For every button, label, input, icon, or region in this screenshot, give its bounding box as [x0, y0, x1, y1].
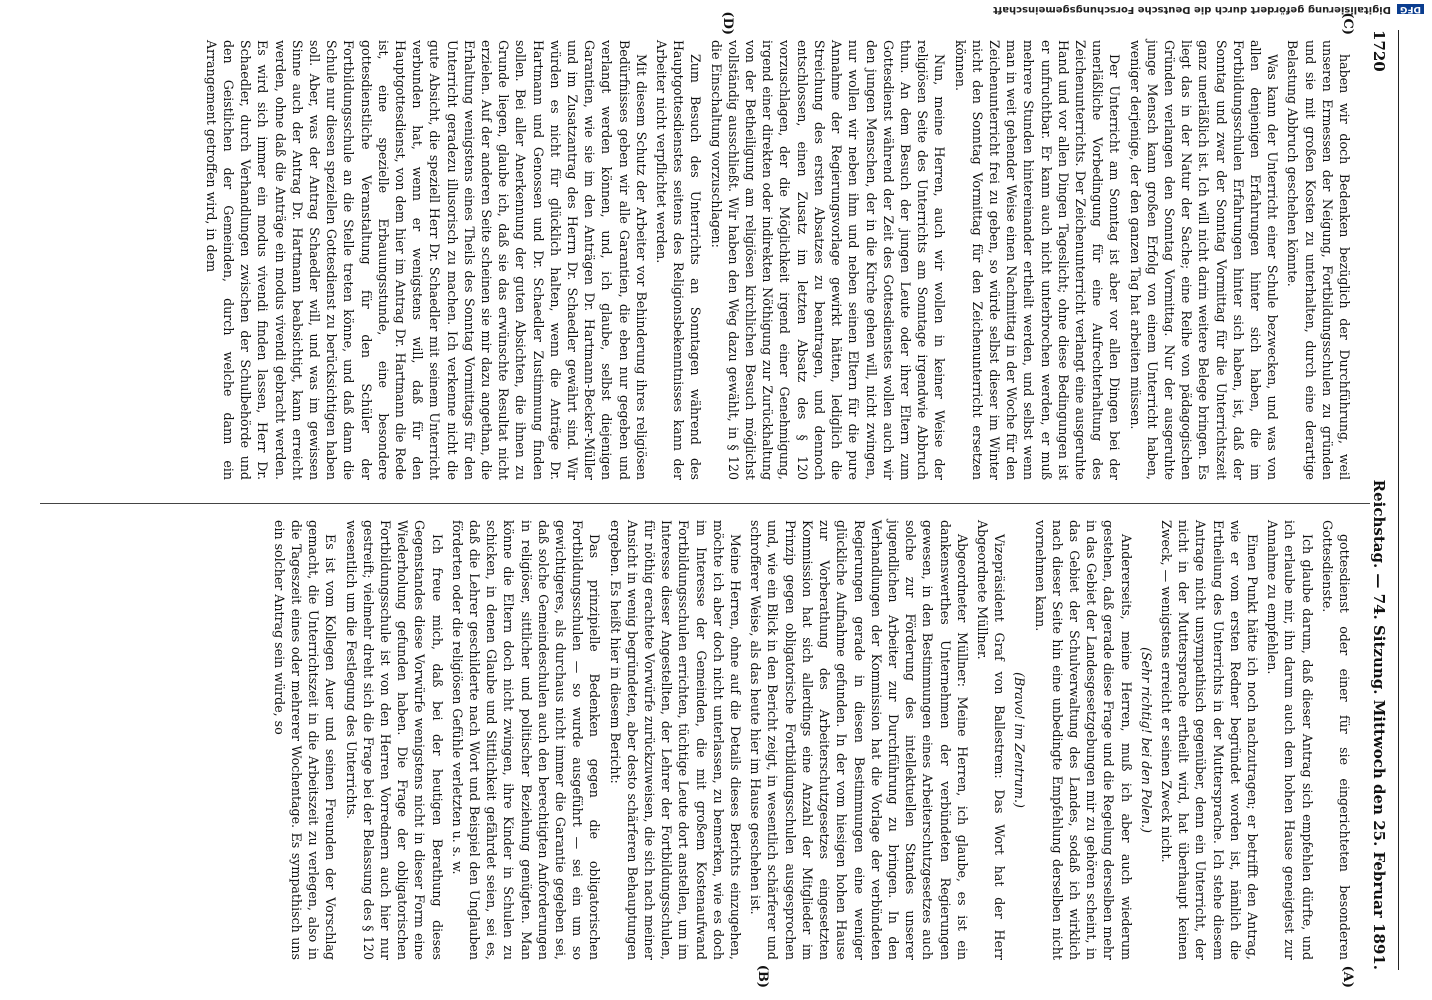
margin-mark-b: (B): [755, 964, 770, 988]
right-paragraph: Was kann der Unterricht einer Schule bezwecken, und was von allen denjenigen Erfahrungen hinter sich haben, die im Fortbildungsschulen Erfahrungen hinter sich haben, ist, daß der Sonntag und zwar der Sonntag Vormittag für die Unterrichtszeit ganz unerläßlich ist. Ich will nicht darin weitere Belege bringen. Es liegt das in der Natur der Sache; eine Reihe von pädagogischen Gründen verlangen den Sonntag Vormittag. Nur der ausgeruhte junge Mensch kann großen Erfolg von einem Unterricht haben, weniger derjenige, der den ganzen Tag hat arbeiten müssen.: [1127, 40, 1281, 480]
right-column: [118, 40, 1353, 480]
right-paragraph: Nun, meine Herren, auch wir wollen in keiner Weise der religiösen Seite des Unterrichts am Sonntage irgendwie Abbruch thun. An dem Besuch der jungen Leute oder ihrer Eltern zum Gottesdienst während der Zeit des Gottesdienstes wollen auch wir den jungen Menschen, der in die Kirche gehen will, nicht zwingen, nur wollen wir neben ihm und neben seinen Eltern für die pure Annahme der Regierungsvorlage gewirkt hätten, lediglich die Streichung des ersten Absatzes zu beantragen, und dennoch entschlossen, einen Zusatz im letzten Absatz des § 120 vorzuschlagen, der die Möglichkeit irgend einer Genehmigung, irgend einer direkten oder indirekten Nöthigung zur Zurückhaltung von der Betheiligung am religiösen kirchlichen Besuch möglichst vollständig ausschließt. Wir haben den Weg dazu gewählt, in § 120 die Einschaltung vorzuschlagen:: [708, 40, 948, 480]
margin-mark-d: (D): [720, 11, 735, 35]
left-column: [118, 520, 1353, 960]
column-divider: [40, 503, 1370, 504]
digitization-credit: Digitalisierung gefördert durch die Deutsche Forschungsgemeinschaft: [993, 4, 1391, 15]
left-paragraph: Es ist vom Kollegen Auer und seinen Freunden der Vorschlag gemacht, die Unterrichtszeit in die Arbeitszeit zu verlegen, also in die Tageszeit eines oder mehrerer Wochentage. Es sympathisch uns ein solcher Antrag sein würde, so: [271, 520, 339, 960]
left-stage-direction: (Bravo! im Zentrum.): [1012, 672, 1028, 808]
right-paragraph: haben wir doch Bedenken bezüglich der Durchführung, weil unseren Ermessen der Neigung, Fortbildungsschulen zu gründen und sie mit großen Kosten zu unterhalten, durch eine derartige Belastung Abbruch geschehen könnte.: [1285, 40, 1352, 480]
left-paragraph: Abgeordneter Müllner: Meine Herren, ich glaube, es ist ein dankenswerthes Unternehmen der verbündeten Regierungen gewesen, in den Bestimmungen eines Arbeiterschutzgesetzes auch solche zur Förderung des intellektuellen Standes unserer jugendlichen Arbeiter zur Durchführung zu bringen. In den Verhandlungen der Kommission hat die Vorlage der verbündeten Regierungen gerade in diesen Bestimmungen eine weniger glückliche Aufnahme gefunden. In der vom hiesigen hohen Hause zur Vorberathung des Arbeiterschutzgesetzes eingesetzten Kommission hat sich allerdings eine Anzahl der Mitglieder im Prinzip gegen obligatorische Fortbildungsschulen ausgesprochen und, wie ein Blick in den Bericht zeigt, in wesentlich schärferer und schrofferer Weise, als das heute hier im Hause geschehen ist.: [748, 520, 970, 960]
left-paragraph: gottesdienst oder einer für sie eingerichteten besonderen Gottesdienste.: [1319, 520, 1352, 960]
margin-mark-c: (C): [1340, 12, 1355, 35]
page-number: 1720: [1370, 30, 1388, 72]
left-paragraph: Meine Herren, ohne auf die Details dieses Berichts einzugehen, möchte ich aber doch nicht unterlassen, zu bemerken, wie es doch im Interesse der Gemeinden, die mit großem Kostenaufwand Fortbildungsschulen errichten, tüchtige Leute dort anstellen, um im Interesse dieser Angestellten, der Lehrer der Fortbildungsschulen, für nöthig erachtete Vorwürfe zurückzuweisen, die sich nach meiner Ansicht in wenig begründeten, aber desto schärferen Behauptungen ergeben. Es heißt hier in diesem Bericht:: [607, 520, 744, 960]
left-paragraph: Einen Punkt hätte ich noch nachzutragen; er betrifft den Antrag, wie er vom ersten Redner begründet worden ist, nämlich die Ertheilung des Unterrichts in der Muttersprache. Ich stehe diesem Antrage nicht unsympathisch gegenüber, denn ein Unterricht, der nicht in der Muttersprache ertheilt wird, hat überhaupt keinen Zweck, — wenigstens erreicht er seinen Zweck nicht.: [1158, 520, 1260, 960]
page-header: [1365, 30, 1393, 970]
left-paragraph: Das prinzipielle Bedenken gegen die obligatorischen Fortbildungsschulen — so wurde ausgeführt — sei ein um so gewichtigeres, als durchaus nicht immer die Garantie gegeben sei, daß solche Gemeindeschulen auch den berechtigten Anforderungen in religiöser, sittlicher und politischer Beziehung genügten. Man könne die Eltern doch nicht zwingen, ihre Kinder in Schulen zu schicken, in denen Glaube und Sittlichkeit gefährdet seien, sei es, daß die Lehrer geschilderte nach Wort und Beispiel den Unglauben förderten oder die religiösen Gefühle verletzten u. s. w.: [449, 520, 603, 960]
digitization-sidebar: [0, 0, 1432, 15]
right-paragraph: Mit diesem Schutz der Arbeiter vor Behinderung ihres religiösen Bedürfnisses geben wir alle Garantien, die eben nur gegeben und verlangt werden können, und, ich glaube, selbst diejenigen Garantien, wie sie im den Anträgen Dr. Hartmann-Becker-Müller und im Zusatzantrag des Herrn Dr. Schaedler gewährt sind. Wir würden es nicht für glücklich halten, wenn die Anträge Dr. Hartmann und Genossen und Dr. Schaedler Zustimmung finden sollen. Bei aller Anerkennung der guten Absichten, die ihnen zu Grunde liegen, glaube ich, daß sie das erwünschte Resultat nicht erzielen. Auf der anderen Seite scheinen sie mir dazu angethan, die Erhaltung wenigstens eines Theils des Sonntag Vormittags für den Unterricht geradezu illusorisch zu machen. Ich verkenne nicht die gute Absicht, die speziell Herr Dr. Schaedler mit seinem Unterricht verbunden hat, wenn er wenigstens will, daß für den Hauptgottesdienst, von dem hier im Antrag Dr. Hartmann die Rede ist, eine spezielle Erbauungsstunde, eine besondere gottesdienstliche Veranstaltung für den Schüler der Fortbildungsschule an die Stelle treten könne, und daß dann die Schule nur diesen speziellen Gottesdienst zu berücksichtigen haben soll. Aber, was der Antrag Schaedler will, und was im gewissen Sinne auch der Antrag Dr. Hartmann beabsichtigt, kann erreicht werden, ohne daß die Anträge ein modus vivendi gebracht werden. Es wird sich immer ein modus vivendi finden lassen, Herr Dr. Schaedler, durch Verhandlungen zwischen der Schulbehörde und den Geistlichen der Gemeinden, durch welche dann ein Arrangement getroffen wird, in dem: [203, 40, 649, 480]
right-paragraph: Zum Besuch des Unterrichts an Sonntagen während des Hauptgottesdienstes seitens des Religionsbekenntnisses kann der Arbeiter nicht verpflichtet werden.: [654, 40, 704, 480]
header-rule: [1398, 30, 1399, 970]
left-paragraph: Ich glaube darum, daß dieser Antrag sich empfehlen dürfte, und ich erlaube mir, ihn darum auch dem hohen Hause geneigtest zur Annahme zu empfehlen.: [1265, 520, 1315, 960]
digitization-note: [0, 0, 1432, 15]
left-paragraph: Vizepräsident Graf von Ballestrem: Das Wort hat der Herr Abgeordnete Müllner.: [974, 520, 1008, 960]
running-title: Reichstag. — 74. Sitzung. Mittwoch den 25. Februar 1891.: [1370, 479, 1388, 970]
dfg-logo: DFG: [1397, 4, 1424, 14]
left-paragraph: Andererseits, meine Herren, muß ich aber auch wiederum gestehen, daß gerade diese Frage und die Regelung derselben mehr in das Gebiet der Landesgesetzgebungen mir zu gehören scheint, in das Gebiet der Schulverwaltung des Landes, sodaß ich wirklich nach dieser Seite hin eine unbedingte Empfehlung derselben nicht vornehmen kann.: [1032, 520, 1134, 960]
right-paragraph: Der Unterricht am Sonntag ist aber vor allen Dingen bei der unerläßliche Vorbedingung für eine Aufrechterhaltung des Zeichenunterrichts. Der Zeichenunterricht verlangt eine ausgeruhte Hand und vor allen Dingen Tageslicht; ohne diese Bedingungen ist er unfruchtbar. Er kann auch nicht unterbrochen werden, er muß mehrere Stunden hintereinander ertheilt werden, und selbst wenn man in weit gehender Weise einen Nachmittag in der Woche für den Zeichenunterricht frei zu geben, so würde selbst dieser im Winter nicht den Sonntag Vormittag für den Zeichenunterricht ersetzen können.: [952, 40, 1123, 480]
left-stage-direction: (Sehr richtig! bei den Polen.): [1138, 647, 1154, 833]
left-paragraph: Ich freue mich, daß bei der heutigen Berathung dieses Gegenstandes diese Vorwürfe wenigstens nicht in dieser Form eine Wiederholung gefunden haben. Die Frage der obligatorischen Fortbildungsschule ist von den Herren Vorrednern auch hier nur gestreift; vielmehr dreht sich die Frage bei der Belassung des § 120 wesentlich um die Festlegung des Unterrichts.: [343, 520, 445, 960]
margin-mark-a: (A): [1340, 965, 1355, 988]
